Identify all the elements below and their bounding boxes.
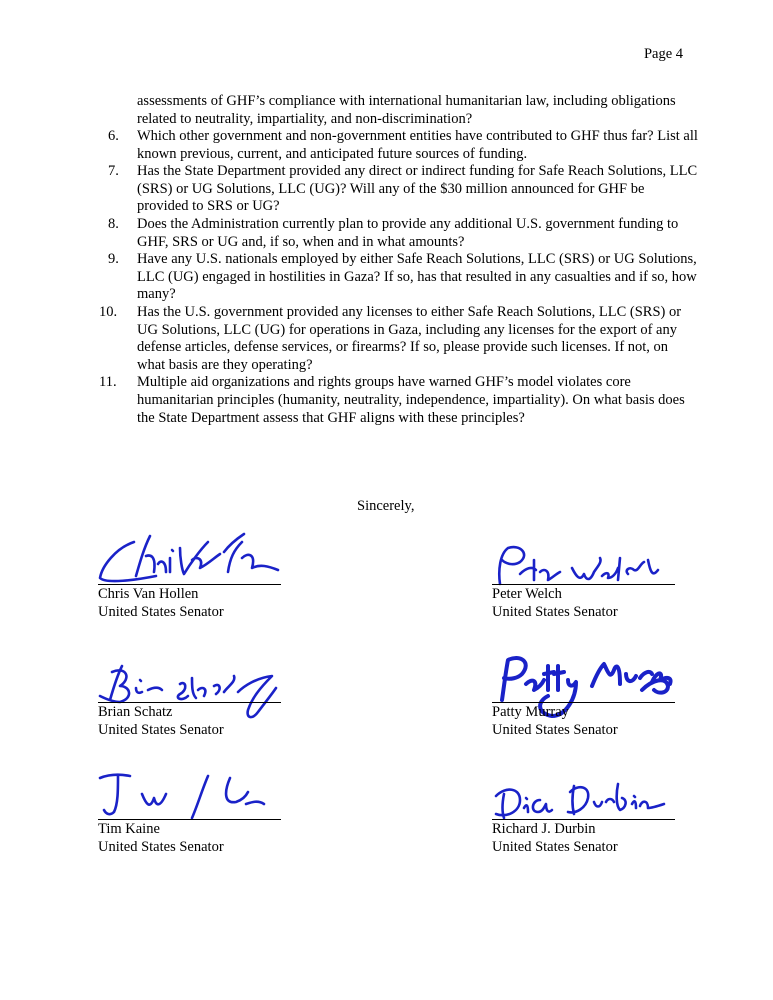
signatory-title: United States Senator [492, 839, 618, 855]
signature-block [98, 819, 288, 856]
signatory-title: United States Senator [492, 604, 618, 620]
signatory-name: Richard J. Durbin [492, 821, 596, 837]
question-text: Has the State Department provided any direct or indirect funding for Safe Reach Solutions, LLC (SRS) or UG Solutions, LLC (UG)? Will any of the $30 million announced for GHF be provided to SRS or UG? [137, 163, 698, 215]
question-number: 10. [99, 303, 118, 320]
signatory-name: Peter Welch [492, 586, 562, 602]
question-number: 8. [108, 215, 119, 232]
question-list [99, 128, 698, 427]
continuation-paragraph: assessments of GHF’s compliance with international humanitarian law, including obligations related to neutrality, impartiality, and non-discrimination? [137, 93, 676, 127]
question-text: Have any U.S. nationals employed by either Safe Reach Solutions, LLC (SRS) or UG Solutions, LLC (UG) engaged in hostilities in Gaza? If so, has that resulted in any casualties and if so, how many? [137, 251, 697, 303]
question-text: Has the U.S. government provided any licenses to either Safe Reach Solutions, LLC (SRS) or UG Solutions, LLC (UG) for operations in Gaza, including any licenses for the export of any defense articles, defense services, or firearms? If so, please provide such licenses. If not, on what basis are they operating? [137, 303, 682, 373]
list-item [108, 128, 698, 163]
signatory-title: United States Senator [98, 604, 224, 620]
question-number: 11. [99, 374, 117, 391]
question-number: 6. [108, 128, 119, 144]
signatory-name: Tim Kaine [98, 821, 160, 837]
question-text: Multiple aid organizations and rights groups have warned GHF’s model violates core humanitarian principles (humanity, neutrality, independence, impartiality). On what basis does the State Department assess that GHF aligns with these principles? [137, 374, 685, 426]
list-item [108, 163, 698, 216]
page-number: Page 4 [643, 46, 683, 62]
signature-block [98, 584, 288, 621]
list-item [108, 216, 698, 251]
signatory-name: Brian Schatz [98, 704, 173, 720]
signature-block [492, 702, 682, 739]
signature-block [98, 702, 288, 739]
signature-block [492, 584, 682, 621]
closing-salutation: Sincerely, [357, 498, 415, 514]
question-text: Does the Administration currently plan to provide any additional U.S. government funding to GHF, SRS or UG and, if so, when and in what amounts? [137, 215, 679, 250]
list-item [99, 374, 698, 427]
signature-welch [490, 540, 680, 590]
question-number: 9. [108, 251, 119, 268]
signatory-title: United States Senator [98, 722, 224, 738]
signatory-name: Chris Van Hollen [98, 586, 199, 602]
signature-block [492, 819, 682, 856]
question-text: Which other government and non-government entities have contributed to GHF thus far? List all known previous, current, and anticipated future sources of funding. [137, 128, 698, 162]
question-number: 7. [108, 163, 119, 180]
list-item [108, 251, 698, 304]
signatory-name: Patty Murray [492, 704, 569, 720]
list-item [99, 303, 698, 374]
signature-kaine [96, 764, 286, 824]
signatory-title: United States Senator [492, 722, 618, 738]
signature-van-hollen [96, 528, 286, 588]
signatory-title: United States Senator [98, 839, 224, 855]
signature-durbin [490, 772, 680, 822]
